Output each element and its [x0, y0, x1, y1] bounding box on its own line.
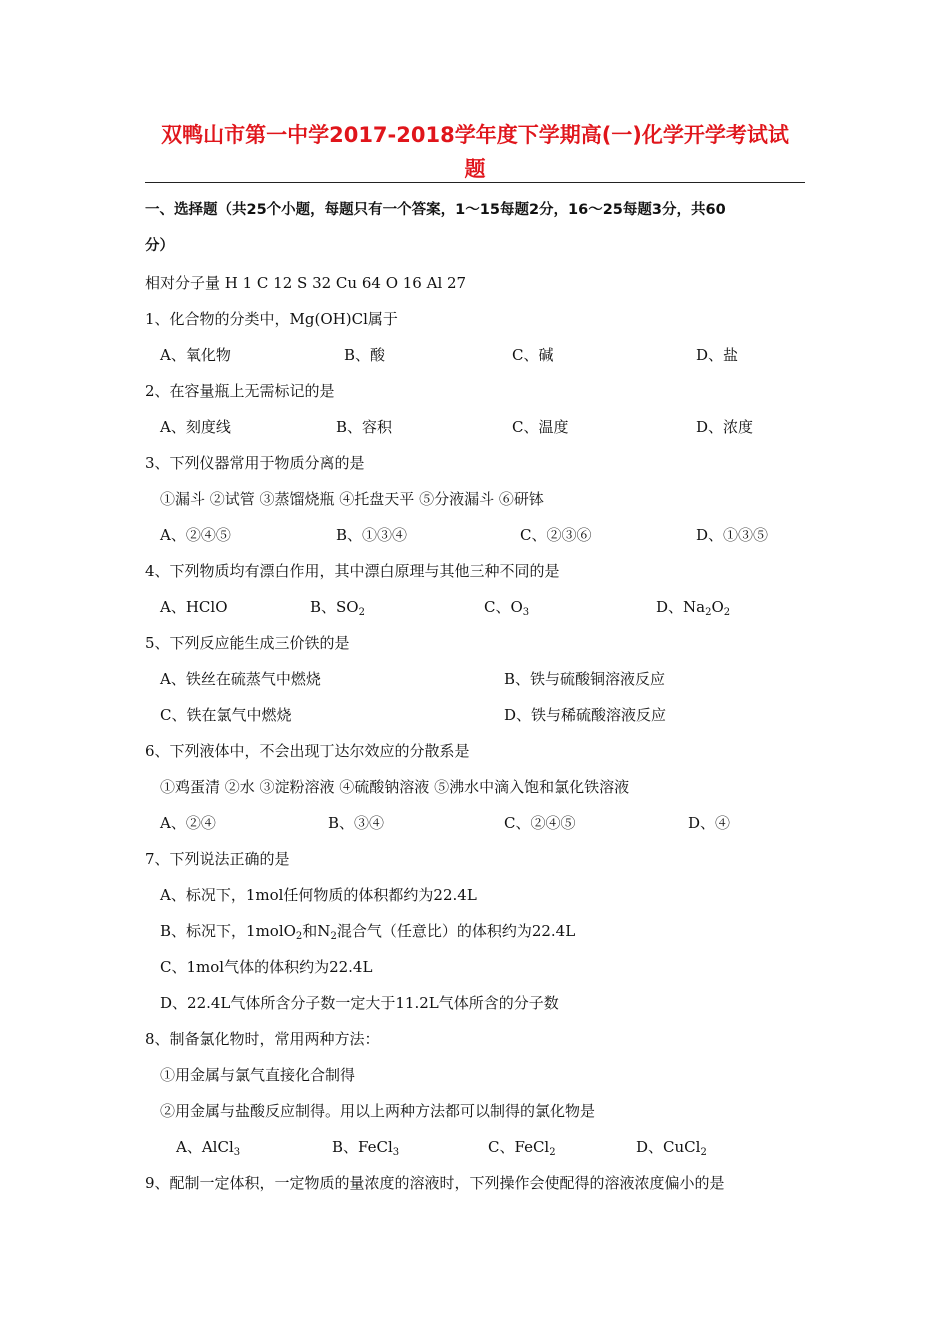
q8-option-b: B、FeCl$_3$	[332, 1138, 400, 1158]
section-heading-line2: 分）	[145, 238, 174, 254]
q1-option-d: D、盐	[696, 346, 739, 364]
q1-option-c: C、碱	[512, 346, 554, 364]
q7-option-b: B、标况下，1molO$_2$和$N_2$混合气（任意比）的体积约为22.4L	[160, 922, 576, 942]
q8-option-d: D、CuCl$_2$	[636, 1138, 707, 1158]
q3-option-d: D、①③⑤	[696, 526, 769, 544]
q2-option-c: C、温度	[512, 418, 569, 436]
q6-option-d: D、④	[688, 814, 731, 832]
q2-stem: 2、在容量瓶上无需标记的是	[145, 382, 335, 400]
q4-option-c: C、$O_3$	[484, 598, 530, 618]
q2-option-b: B、容积	[336, 418, 393, 436]
q7-option-c: C、1mol气体的体积约为22.4L	[160, 958, 373, 976]
q5-option-a: A、铁丝在硫蒸气中燃烧	[160, 670, 321, 688]
q6-option-c: C、②④⑤	[504, 814, 576, 832]
q5-option-d: D、铁与稀硫酸溶液反应	[504, 706, 667, 724]
exam-title-line2: 题	[464, 157, 486, 181]
q3-stem: 3、下列仪器常用于物质分离的是	[145, 454, 365, 472]
q3-option-b: B、①③④	[336, 526, 408, 544]
molar-mass-note: 相对分子量 H 1 C 12 S 32 Cu 64 O 16 Al 27	[145, 274, 467, 292]
q5-option-c: C、铁在氯气中燃烧	[160, 706, 292, 724]
q3-option-c: C、②③⑥	[520, 526, 592, 544]
q7-option-d: D、22.4L气体所含分子数一定大于11.2L气体所含的分子数	[160, 994, 559, 1012]
q2-option-d: D、浓度	[696, 418, 754, 436]
q6-option-a: A、②④	[160, 814, 216, 832]
q3-items: ①漏斗 ②试管 ③蒸馏烧瓶 ④托盘天平 ⑤分液漏斗 ⑥研钵	[160, 490, 544, 508]
q4-option-a: A、HClO	[160, 598, 228, 616]
q6-option-b: B、③④	[328, 814, 385, 832]
q4-stem: 4、下列物质均有漂白作用，其中漂白原理与其他三种不同的是	[145, 562, 560, 580]
q8-method-2: ②用金属与盐酸反应制得。用以上两种方法都可以制得的氯化物是	[160, 1102, 596, 1120]
q5-option-b: B、铁与硫酸铜溶液反应	[504, 670, 666, 688]
q7-stem: 7、下列说法正确的是	[145, 850, 290, 868]
title-divider	[145, 182, 805, 183]
exam-title-line1: 双鸭山市第一中学2017-2018学年度下学期高(一)化学开学考试试	[161, 123, 789, 147]
q9-stem: 9、配制一定体积，一定物质的量浓度的溶液时，下列操作会使配得的溶液浓度偏小的是	[145, 1174, 725, 1192]
section-heading-line1: 一、选择题（共25个小题，每题只有一个答案，1～15每题2分，16～25每题3分，共60	[145, 202, 726, 218]
q8-stem: 8、制备氯化物时，常用两种方法：	[145, 1030, 380, 1048]
q8-option-c: C、FeCl$_2$	[488, 1138, 556, 1158]
q6-stem: 6、下列液体中，不会出现丁达尔效应的分散系是	[145, 742, 470, 760]
q1-option-a: A、氧化物	[160, 346, 231, 364]
q1-option-b: B、酸	[344, 346, 386, 364]
q8-method-1: ①用金属与氯气直接化合制得	[160, 1066, 356, 1084]
q3-option-a: A、②④⑤	[160, 526, 231, 544]
q8-option-a: A、AlCl$_3$	[176, 1138, 241, 1158]
q6-items: ①鸡蛋清 ②水 ③淀粉溶液 ④硫酸钠溶液 ⑤沸水中滴入饱和氯化铁溶液	[160, 778, 630, 796]
exam-title	[145, 118, 805, 186]
q4-option-d: D、$Na_2O_2$	[656, 598, 731, 618]
q5-stem: 5、下列反应能生成三价铁的是	[145, 634, 350, 652]
q1-stem: 1、化合物的分类中，Mg(OH)Cl属于	[145, 310, 398, 328]
q4-option-b: B、$SO_2$	[310, 598, 365, 618]
q2-option-a: A、刻度线	[160, 418, 231, 436]
q7-option-a: A、标况下，1mol任何物质的体积都约为22.4L	[160, 886, 477, 904]
